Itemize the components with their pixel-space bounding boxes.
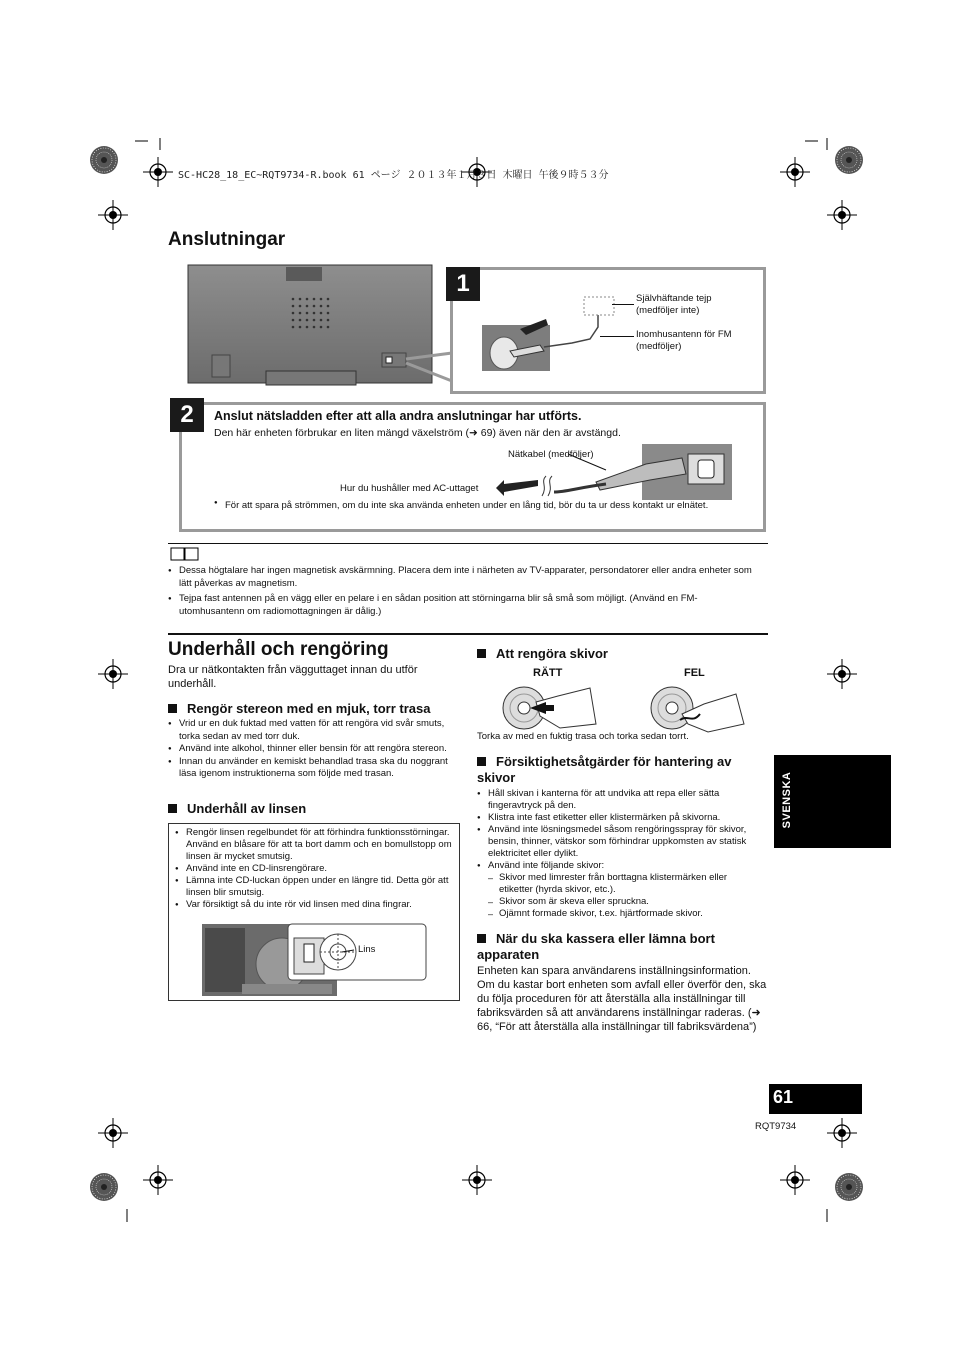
maintenance-rule [168,633,768,635]
lens-item: ● Använd inte en CD-linsrengörare. [175,863,453,875]
step2-heading: Anslut nätsladden efter att alla andra anslutningar har utförts. [214,409,582,423]
note-book-icon [170,547,200,561]
lens-heading: Underhåll av linsen [168,801,468,817]
clean-stereo-list [168,718,460,781]
outlet-label: Hur du hushåller med AC-uttaget [340,483,479,494]
precaution-item: ● Använd inte lösningsmedel såsom rengöringsspray för skivor, bensin, thinner, vätskor som förhindrar uppkomsten av statisk elektricitet eller dylikt. [477,824,765,860]
power-cable-illustration [496,440,736,504]
note-item: ● Tejpa fast antennen på en vägg eller en pelare i en sådan position att störningarna blir så små som möjligt. (Använd en FM-utomhusantenn om radiomottagningen är dålig.) [168,593,758,618]
precautions-list [477,788,765,872]
lens-list [175,827,453,911]
fm-antenna-illustration [480,295,650,375]
stereo-rear-illustration [186,263,456,393]
tape-label: Självhäftande tejp (medföljer inte) [636,293,712,316]
step1-number: 1 [446,267,480,301]
section-title-maintenance: Underhåll och rengöring [168,639,389,660]
notes-list [168,565,758,618]
wrong-way-label: FEL [684,667,705,679]
page-number: 61 [773,1087,794,1107]
antenna-label: Inomhusantenn för FM (medföljer) [636,329,732,352]
precautions-heading: Försiktighetsåtgärder för hantering av skivor [477,754,732,785]
notes-rule [168,543,768,544]
step2-bullets [214,500,754,511]
step2-text: Den här enheten förbrukar en liten mängd växelström (➜ 69) även när den är avstängd. [214,427,621,439]
doc-code: RQT9734 [755,1121,797,1132]
precaution-subitem: – Skivor med limrester från borttagna klistermärken eller etiketter (hyrda skivor, etc.). [488,872,758,896]
lens-illustration [202,922,428,998]
disc-cleaning-wrong-illustration [648,684,758,734]
lens-item: ● Var försiktigt så du inte rör vid linsen med dina fingrar. [175,899,453,911]
precaution-subitem: – Skivor som är skeva eller spruckna. [488,896,758,908]
clean-stereo-heading: Rengör stereon med en mjuk, torr trasa [168,701,468,717]
clean-stereo-item: ● Innan du använder en kemiskt behandlad trasa ska du noggrant läsa igenom instruktionerna som följde med trasan. [168,756,460,781]
lens-item: ● Rengör linsen regelbundet för att förhindra funktionsstörningar. Använd en blåsare för att ta bort damm och en bomullstopp om linsen är mycket smutsig. [175,827,453,863]
disposal-heading: När du ska kassera eller lämna bort apparaten [477,931,715,962]
print-header: SC-HC28_18_EC~RQT9734-R.book 61 ページ ２０１３年１月３日 木曜日 午後９時５３分 [178,170,609,181]
section-title-connections: Anslutningar [168,229,286,250]
right-way-label: RÄTT [533,667,563,679]
clean-stereo-item: ● Använd inte alkohol, thinner eller bensin för att rengöra stereon. [168,743,460,756]
cable-label: Nätkabel (medföljer) [508,449,594,460]
tape-label-line [612,304,634,305]
precaution-item: ● Använd inte följande skivor: [477,860,765,872]
disc-cleaning-caption: Torka av med en fuktig trasa och torka sedan torrt. [477,731,689,742]
clean-stereo-item: ● Vrid ur en duk fuktad med vatten för att rengöra vid svår smuts, torka sedan av med torr duk. [168,718,460,743]
note-item: ● Dessa högtalare har ingen magnetisk avskärmning. Placera dem inte i närheten av TV-apparater, persondatorer eller andra enheter som lätt påverkas av magnetism. [168,565,758,590]
disposal-text: Enheten kan spara användarens inställningsinformation. Om du kastar bort enheten som avfall eller överför den, ska du följa proceduren för att återställa alla inställningar till fabriksvärden så att användarens inställningar raderas. (➜ 66, “För att återställa alla inställningar till fabriksvärdena”) [477,965,767,1033]
language-tab-label: SVENSKA [781,771,793,829]
step2-number: 2 [170,398,204,432]
lens-item: ● Lämna inte CD-luckan öppen under en längre tid. Detta gör att linsen blir smutsig. [175,875,453,899]
precaution-subitem: – Ojämnt formade skivor, t.ex. hjärtformade skivor. [488,908,758,920]
precaution-item: ● Håll skivan i kanterna för att undvika att repa eller sätta fingeravtryck på den. [477,788,765,812]
precaution-item: ● Klistra inte fast etiketter eller klistermärken på skivorna. [477,812,765,824]
clean-discs-heading: Att rengöra skivor [477,646,767,662]
lens-label: Lins [358,944,376,955]
disc-cleaning-correct-illustration [500,684,610,734]
precautions-sublist [488,872,758,920]
maintenance-intro: Dra ur nätkontakten från vägguttaget innan du utför underhåll. [168,664,418,690]
antenna-label-line [600,336,634,337]
step2-bullet: ● För att spara på strömmen, om du inte ska använda enheten under en lång tid, bör du ta ur dess kontakt ur elnätet. [214,500,754,511]
